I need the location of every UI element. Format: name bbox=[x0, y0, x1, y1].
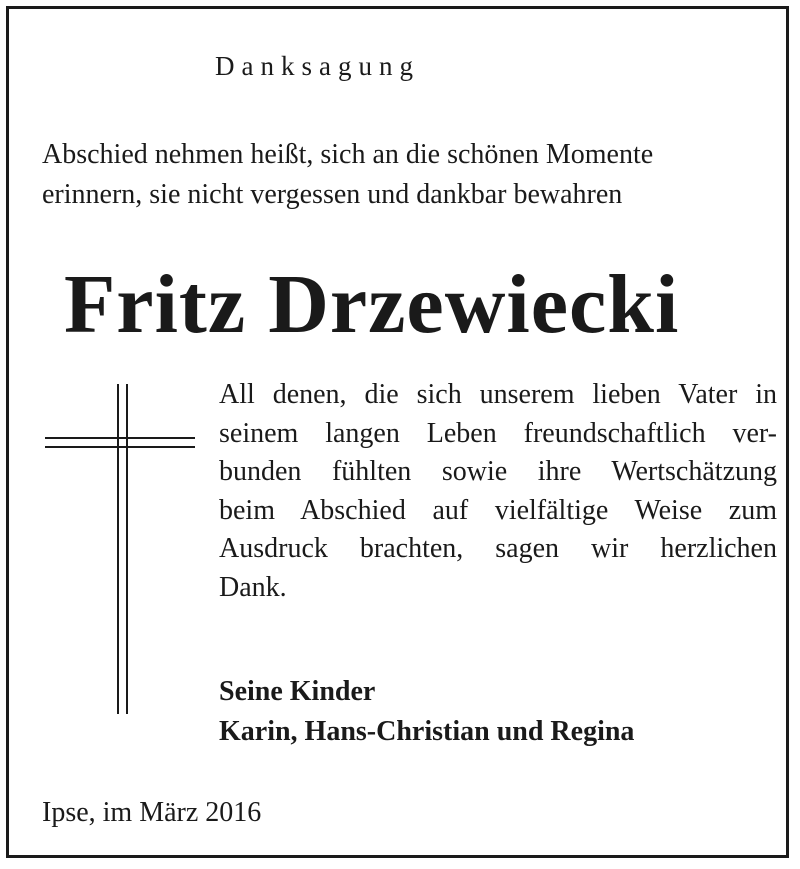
signers-block bbox=[219, 672, 634, 752]
cross-vertical-line bbox=[126, 384, 128, 714]
message-line: All denen, die sich unserem lieben Vater in bbox=[219, 379, 777, 410]
notice-heading: Danksagung bbox=[215, 51, 420, 81]
cross-horizontal-line bbox=[45, 437, 195, 439]
cross-icon bbox=[45, 384, 195, 714]
signers-names: Karin, Hans-Christian und Regina bbox=[219, 716, 635, 747]
cross-vertical-line bbox=[117, 384, 119, 714]
cross-horizontal-line bbox=[45, 446, 195, 448]
message-line: Dank. bbox=[219, 571, 287, 603]
motto-line: erinnern, sie nicht vergessen und dankbar bewahren bbox=[42, 179, 623, 210]
motto-line: Abschied nehmen heißt, sich an die schönen Momente bbox=[42, 139, 654, 170]
notice-frame bbox=[6, 6, 789, 858]
deceased-name: Fritz Drzewiecki bbox=[64, 258, 680, 351]
thanks-message bbox=[219, 376, 777, 607]
message-line: beim Abschied auf vielfältige Weise zum bbox=[219, 494, 777, 526]
message-line: Ausdruck brachten, sagen wir herzlichen bbox=[219, 533, 777, 564]
place-date: Ipse, im März 2016 bbox=[42, 797, 262, 828]
motto-quote bbox=[42, 135, 787, 215]
message-line: seinem langen Leben freundschaftlich ver- bbox=[219, 417, 777, 449]
message-line: bunden fühlten sowie ihre Wertschätzung bbox=[219, 456, 777, 487]
signers-relation: Seine Kinder bbox=[219, 676, 376, 707]
